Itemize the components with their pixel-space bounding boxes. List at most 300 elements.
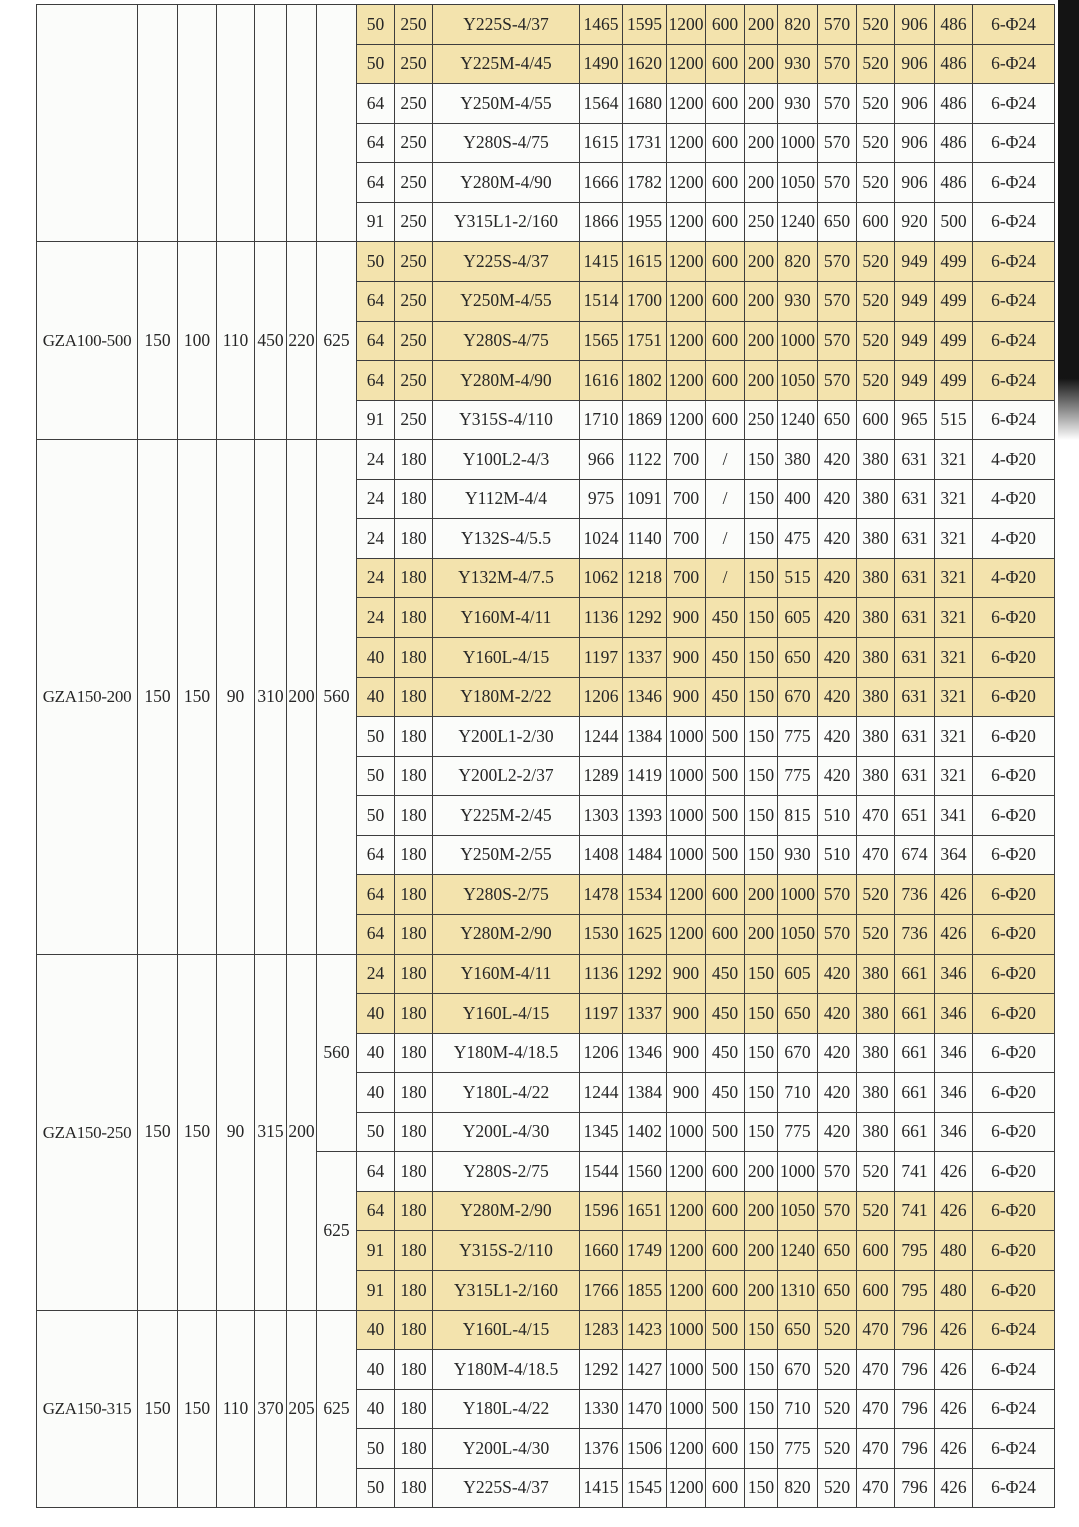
data-cell: 1000 — [667, 756, 706, 796]
dim-cell: 150 — [178, 1310, 217, 1508]
data-cell: 1615 — [623, 242, 667, 282]
data-cell: 661 — [895, 1033, 935, 1073]
data-cell: 661 — [895, 1073, 935, 1113]
dim-cell: 90 — [217, 440, 255, 954]
data-cell: 1000 — [778, 123, 818, 163]
data-cell: 520 — [818, 1310, 857, 1350]
data-cell: 900 — [667, 598, 706, 638]
data-cell: 420 — [818, 638, 857, 678]
data-cell: 180 — [395, 479, 433, 519]
data-cell: 40 — [357, 994, 395, 1034]
data-cell: 710 — [778, 1389, 818, 1429]
data-cell: 600 — [706, 281, 745, 321]
data-cell: 1478 — [580, 875, 623, 915]
data-cell: 1337 — [623, 638, 667, 678]
data-cell: 1700 — [623, 281, 667, 321]
data-cell: 64 — [357, 875, 395, 915]
data-cell: 1625 — [623, 914, 667, 954]
data-cell: 795 — [895, 1271, 935, 1311]
data-cell: 91 — [357, 1231, 395, 1271]
data-cell: 600 — [857, 400, 895, 440]
data-cell: 670 — [778, 1350, 818, 1390]
data-cell: 520 — [818, 1389, 857, 1429]
data-cell: 600 — [706, 875, 745, 915]
motor-model-cell: Y315S-4/110 — [433, 400, 580, 440]
data-cell: 600 — [706, 242, 745, 282]
model-cell: GZA150-315 — [37, 1310, 138, 1508]
data-cell: 250 — [395, 123, 433, 163]
dim-cell: 370 — [255, 1310, 287, 1508]
data-cell: 420 — [818, 677, 857, 717]
data-cell: 150 — [745, 1429, 778, 1469]
data-cell: 1545 — [623, 1468, 667, 1508]
data-cell: 1615 — [580, 123, 623, 163]
data-cell: 24 — [357, 558, 395, 598]
data-cell: 64 — [357, 835, 395, 875]
motor-model-cell: Y315S-2/110 — [433, 1231, 580, 1271]
data-cell: 1050 — [778, 361, 818, 401]
data-cell: 1346 — [623, 1033, 667, 1073]
dim-cell: 310 — [255, 440, 287, 954]
motor-model-cell: Y180M-4/18.5 — [433, 1033, 580, 1073]
data-cell: 426 — [935, 1389, 973, 1429]
data-cell: 520 — [857, 321, 895, 361]
data-cell: 605 — [778, 954, 818, 994]
dim-cell — [138, 5, 178, 242]
data-cell: 380 — [857, 994, 895, 1034]
motor-model-cell: Y315L1-2/160 — [433, 202, 580, 242]
data-cell: 600 — [706, 1429, 745, 1469]
dim-cell: 150 — [138, 440, 178, 954]
data-cell: 341 — [935, 796, 973, 836]
data-cell: 4-Φ20 — [973, 440, 1055, 480]
data-cell: 6-Φ24 — [973, 123, 1055, 163]
data-cell: 200 — [745, 914, 778, 954]
data-cell: 150 — [745, 1468, 778, 1508]
data-cell: 820 — [778, 5, 818, 45]
data-cell: 6-Φ24 — [973, 1468, 1055, 1508]
shaft-height-cell: 560 — [317, 954, 357, 1152]
data-cell: 6-Φ24 — [973, 202, 1055, 242]
data-cell: 775 — [778, 1112, 818, 1152]
data-cell: 499 — [935, 242, 973, 282]
data-cell: 520 — [857, 123, 895, 163]
data-cell: 631 — [895, 717, 935, 757]
data-cell: 1514 — [580, 281, 623, 321]
data-cell: 1680 — [623, 84, 667, 124]
data-cell: 1197 — [580, 638, 623, 678]
data-cell: 1506 — [623, 1429, 667, 1469]
data-cell: 420 — [818, 440, 857, 480]
data-cell: 250 — [395, 321, 433, 361]
data-cell: 1200 — [667, 321, 706, 361]
data-cell: 966 — [580, 440, 623, 480]
data-cell: 710 — [778, 1073, 818, 1113]
data-cell: 1200 — [667, 123, 706, 163]
data-cell: 6-Φ24 — [973, 400, 1055, 440]
data-cell: 631 — [895, 558, 935, 598]
data-cell: 40 — [357, 677, 395, 717]
data-cell: 900 — [667, 954, 706, 994]
data-cell: 321 — [935, 479, 973, 519]
motor-model-cell: Y200L-4/30 — [433, 1112, 580, 1152]
data-cell: 510 — [818, 796, 857, 836]
scan-edge-artifact — [1058, 0, 1079, 440]
data-cell: 6-Φ20 — [973, 717, 1055, 757]
data-cell: 520 — [818, 1429, 857, 1469]
data-cell: 50 — [357, 1468, 395, 1508]
data-cell: 250 — [395, 202, 433, 242]
data-cell: 1530 — [580, 914, 623, 954]
data-cell: 380 — [857, 756, 895, 796]
data-cell: 150 — [745, 1033, 778, 1073]
data-cell: 520 — [818, 1350, 857, 1390]
data-cell: 6-Φ24 — [973, 242, 1055, 282]
data-cell: 420 — [818, 1112, 857, 1152]
data-cell: 24 — [357, 954, 395, 994]
data-cell: 426 — [935, 1191, 973, 1231]
data-cell: 150 — [745, 519, 778, 559]
data-cell: 40 — [357, 1350, 395, 1390]
data-cell: 670 — [778, 1033, 818, 1073]
data-cell: 500 — [706, 1310, 745, 1350]
data-cell: 906 — [895, 123, 935, 163]
motor-model-cell: Y200L2-2/37 — [433, 756, 580, 796]
data-cell: 741 — [895, 1191, 935, 1231]
motor-model-cell: Y112M-4/4 — [433, 479, 580, 519]
data-cell: 1200 — [667, 1152, 706, 1192]
data-cell: 4-Φ20 — [973, 519, 1055, 559]
data-cell: 200 — [745, 361, 778, 401]
motor-model-cell: Y180M-4/18.5 — [433, 1350, 580, 1390]
shaft-height-cell: 625 — [317, 1310, 357, 1508]
table-row — [37, 954, 1055, 994]
data-cell: 570 — [818, 875, 857, 915]
data-cell: 1465 — [580, 5, 623, 45]
data-cell: 1200 — [667, 44, 706, 84]
data-cell: / — [706, 440, 745, 480]
dim-cell — [287, 5, 317, 242]
data-cell: 1419 — [623, 756, 667, 796]
data-cell: 91 — [357, 202, 395, 242]
data-cell: 150 — [745, 479, 778, 519]
data-cell: 605 — [778, 598, 818, 638]
data-cell: 180 — [395, 954, 433, 994]
data-cell: 470 — [857, 1429, 895, 1469]
data-cell: / — [706, 558, 745, 598]
data-cell: 736 — [895, 914, 935, 954]
data-cell: 380 — [857, 479, 895, 519]
data-cell: 50 — [357, 1112, 395, 1152]
motor-model-cell: Y132S-4/5.5 — [433, 519, 580, 559]
data-cell: 1200 — [667, 163, 706, 203]
data-cell: 631 — [895, 756, 935, 796]
data-cell: 570 — [818, 281, 857, 321]
data-cell: 6-Φ24 — [973, 84, 1055, 124]
data-cell: 1596 — [580, 1191, 623, 1231]
data-cell: 6-Φ20 — [973, 954, 1055, 994]
data-cell: 380 — [778, 440, 818, 480]
data-cell: 1200 — [667, 914, 706, 954]
data-cell: 1289 — [580, 756, 623, 796]
data-cell: 150 — [745, 1112, 778, 1152]
data-cell: 180 — [395, 638, 433, 678]
data-cell: 200 — [745, 84, 778, 124]
data-cell: 949 — [895, 242, 935, 282]
data-cell: / — [706, 519, 745, 559]
data-cell: 1200 — [667, 242, 706, 282]
data-cell: 650 — [778, 1310, 818, 1350]
data-cell: 775 — [778, 717, 818, 757]
data-cell: 180 — [395, 519, 433, 559]
data-cell: 470 — [857, 835, 895, 875]
model-cell: GZA100-500 — [37, 242, 138, 440]
data-cell: 50 — [357, 756, 395, 796]
data-cell: 6-Φ20 — [973, 994, 1055, 1034]
data-cell: 520 — [857, 163, 895, 203]
data-cell: 180 — [395, 717, 433, 757]
data-cell: 900 — [667, 1073, 706, 1113]
motor-model-cell: Y225S-4/37 — [433, 1468, 580, 1508]
data-cell: 6-Φ24 — [973, 1310, 1055, 1350]
data-cell: 250 — [395, 84, 433, 124]
data-cell: 480 — [935, 1271, 973, 1311]
motor-model-cell: Y225S-4/37 — [433, 242, 580, 282]
data-cell: 6-Φ20 — [973, 1152, 1055, 1192]
data-cell: 380 — [857, 638, 895, 678]
data-cell: 920 — [895, 202, 935, 242]
data-cell: 1666 — [580, 163, 623, 203]
data-cell: 570 — [818, 5, 857, 45]
dim-cell: 150 — [138, 954, 178, 1310]
data-cell: 1283 — [580, 1310, 623, 1350]
data-cell: 1240 — [778, 1231, 818, 1271]
data-cell: 600 — [706, 1271, 745, 1311]
data-cell: 180 — [395, 558, 433, 598]
motor-model-cell: Y250M-4/55 — [433, 84, 580, 124]
data-cell: 631 — [895, 677, 935, 717]
data-cell: 670 — [778, 677, 818, 717]
data-cell: 321 — [935, 519, 973, 559]
data-cell: 64 — [357, 321, 395, 361]
data-cell: 1000 — [778, 875, 818, 915]
data-cell: 906 — [895, 84, 935, 124]
data-cell: 736 — [895, 875, 935, 915]
data-cell: 600 — [706, 202, 745, 242]
data-cell: 426 — [935, 875, 973, 915]
data-cell: 796 — [895, 1389, 935, 1429]
data-cell: 1292 — [580, 1350, 623, 1390]
data-cell: 426 — [935, 1350, 973, 1390]
data-cell: 321 — [935, 440, 973, 480]
motor-model-cell: Y280M-4/90 — [433, 163, 580, 203]
data-cell: 426 — [935, 1310, 973, 1350]
data-cell: 450 — [706, 994, 745, 1034]
data-cell: 500 — [706, 835, 745, 875]
data-cell: 1200 — [667, 281, 706, 321]
data-cell: 650 — [778, 638, 818, 678]
data-cell: 91 — [357, 400, 395, 440]
data-cell: 50 — [357, 717, 395, 757]
data-cell: 6-Φ20 — [973, 796, 1055, 836]
data-cell: 150 — [745, 994, 778, 1034]
motor-model-cell: Y100L2-4/3 — [433, 440, 580, 480]
data-cell: 520 — [857, 361, 895, 401]
data-cell: 600 — [857, 1231, 895, 1271]
data-cell: 346 — [935, 994, 973, 1034]
data-cell: 1062 — [580, 558, 623, 598]
data-cell: 600 — [706, 361, 745, 401]
data-cell: 1024 — [580, 519, 623, 559]
data-cell: 1560 — [623, 1152, 667, 1192]
data-cell: 500 — [706, 1389, 745, 1429]
data-cell: 1345 — [580, 1112, 623, 1152]
data-cell: 400 — [778, 479, 818, 519]
data-cell: 600 — [706, 44, 745, 84]
data-cell: 600 — [706, 1152, 745, 1192]
data-cell: 1534 — [623, 875, 667, 915]
data-cell: 470 — [857, 1468, 895, 1508]
data-cell: 380 — [857, 1033, 895, 1073]
data-cell: 450 — [706, 1033, 745, 1073]
data-cell: 6-Φ20 — [973, 1033, 1055, 1073]
data-cell: 1303 — [580, 796, 623, 836]
data-cell: 1200 — [667, 1468, 706, 1508]
data-cell: 1000 — [778, 321, 818, 361]
data-cell: 796 — [895, 1468, 935, 1508]
data-cell: 631 — [895, 519, 935, 559]
data-cell: 24 — [357, 440, 395, 480]
data-cell: 1136 — [580, 954, 623, 994]
data-cell: 200 — [745, 875, 778, 915]
data-cell: 6-Φ24 — [973, 1429, 1055, 1469]
data-cell: 600 — [706, 321, 745, 361]
data-cell: 346 — [935, 1033, 973, 1073]
data-cell: 321 — [935, 717, 973, 757]
data-cell: 180 — [395, 440, 433, 480]
data-cell: 1564 — [580, 84, 623, 124]
dim-cell: 110 — [217, 242, 255, 440]
data-cell: 180 — [395, 598, 433, 638]
data-cell: 250 — [395, 281, 433, 321]
data-cell: 651 — [895, 796, 935, 836]
data-cell: 450 — [706, 954, 745, 994]
data-cell: 1140 — [623, 519, 667, 559]
data-cell: 1393 — [623, 796, 667, 836]
data-cell: 420 — [818, 1033, 857, 1073]
data-cell: 1200 — [667, 1271, 706, 1311]
data-cell: 150 — [745, 717, 778, 757]
data-cell: 900 — [667, 638, 706, 678]
data-cell: 600 — [706, 400, 745, 440]
dim-cell: 100 — [178, 242, 217, 440]
motor-model-cell: Y250M-2/55 — [433, 835, 580, 875]
data-cell: 475 — [778, 519, 818, 559]
data-cell: 1470 — [623, 1389, 667, 1429]
data-cell: 1731 — [623, 123, 667, 163]
data-cell: 600 — [706, 5, 745, 45]
data-cell: 631 — [895, 440, 935, 480]
data-cell: 6-Φ20 — [973, 1231, 1055, 1271]
data-cell: 661 — [895, 1112, 935, 1152]
data-cell: 150 — [745, 835, 778, 875]
data-cell: 520 — [857, 281, 895, 321]
data-cell: 6-Φ20 — [973, 835, 1055, 875]
data-cell: 499 — [935, 361, 973, 401]
data-cell: 520 — [857, 44, 895, 84]
data-cell: 600 — [706, 163, 745, 203]
data-cell: 510 — [818, 835, 857, 875]
motor-model-cell: Y280S-2/75 — [433, 875, 580, 915]
data-cell: 650 — [818, 1271, 857, 1311]
data-cell: 600 — [706, 123, 745, 163]
data-cell: 321 — [935, 638, 973, 678]
data-cell: 906 — [895, 5, 935, 45]
data-cell: 1000 — [667, 1350, 706, 1390]
data-cell: 499 — [935, 281, 973, 321]
data-cell: 650 — [778, 994, 818, 1034]
data-cell: 1200 — [667, 361, 706, 401]
data-cell: 200 — [745, 5, 778, 45]
data-cell: 1710 — [580, 400, 623, 440]
data-cell: 450 — [706, 1073, 745, 1113]
data-cell: 1869 — [623, 400, 667, 440]
data-cell: 661 — [895, 994, 935, 1034]
data-cell: 1240 — [778, 202, 818, 242]
motor-model-cell: Y225M-4/45 — [433, 44, 580, 84]
data-cell: 64 — [357, 914, 395, 954]
data-cell: 1595 — [623, 5, 667, 45]
motor-model-cell: Y160M-4/11 — [433, 598, 580, 638]
data-cell: 321 — [935, 598, 973, 638]
motor-model-cell: Y280M-4/90 — [433, 361, 580, 401]
data-cell: 1415 — [580, 242, 623, 282]
data-cell: 499 — [935, 321, 973, 361]
data-cell: 150 — [745, 677, 778, 717]
data-cell: 1244 — [580, 717, 623, 757]
data-cell: 741 — [895, 1152, 935, 1192]
data-cell: 1000 — [667, 1112, 706, 1152]
data-cell: 180 — [395, 1152, 433, 1192]
data-cell: 975 — [580, 479, 623, 519]
motor-model-cell: Y200L1-2/30 — [433, 717, 580, 757]
data-cell: 450 — [706, 677, 745, 717]
dim-cell: 150 — [178, 954, 217, 1310]
data-cell: 1384 — [623, 717, 667, 757]
data-cell: 6-Φ24 — [973, 1350, 1055, 1390]
data-cell: 949 — [895, 281, 935, 321]
data-cell: 650 — [818, 202, 857, 242]
data-cell: 1200 — [667, 1231, 706, 1271]
data-cell: 50 — [357, 5, 395, 45]
data-cell: 6-Φ20 — [973, 638, 1055, 678]
spec-table-body — [37, 5, 1055, 1508]
data-cell: 24 — [357, 519, 395, 559]
shaft-height-cell: 625 — [317, 1152, 357, 1310]
motor-model-cell: Y160M-4/11 — [433, 954, 580, 994]
data-cell: 450 — [706, 598, 745, 638]
data-cell: 426 — [935, 1429, 973, 1469]
motor-model-cell: Y200L-4/30 — [433, 1429, 580, 1469]
data-cell: 700 — [667, 519, 706, 559]
data-cell: 6-Φ20 — [973, 598, 1055, 638]
data-cell: 180 — [395, 1073, 433, 1113]
data-cell: 380 — [857, 954, 895, 994]
data-cell: 949 — [895, 321, 935, 361]
data-cell: 775 — [778, 756, 818, 796]
data-cell: 40 — [357, 1073, 395, 1113]
data-cell: 380 — [857, 677, 895, 717]
